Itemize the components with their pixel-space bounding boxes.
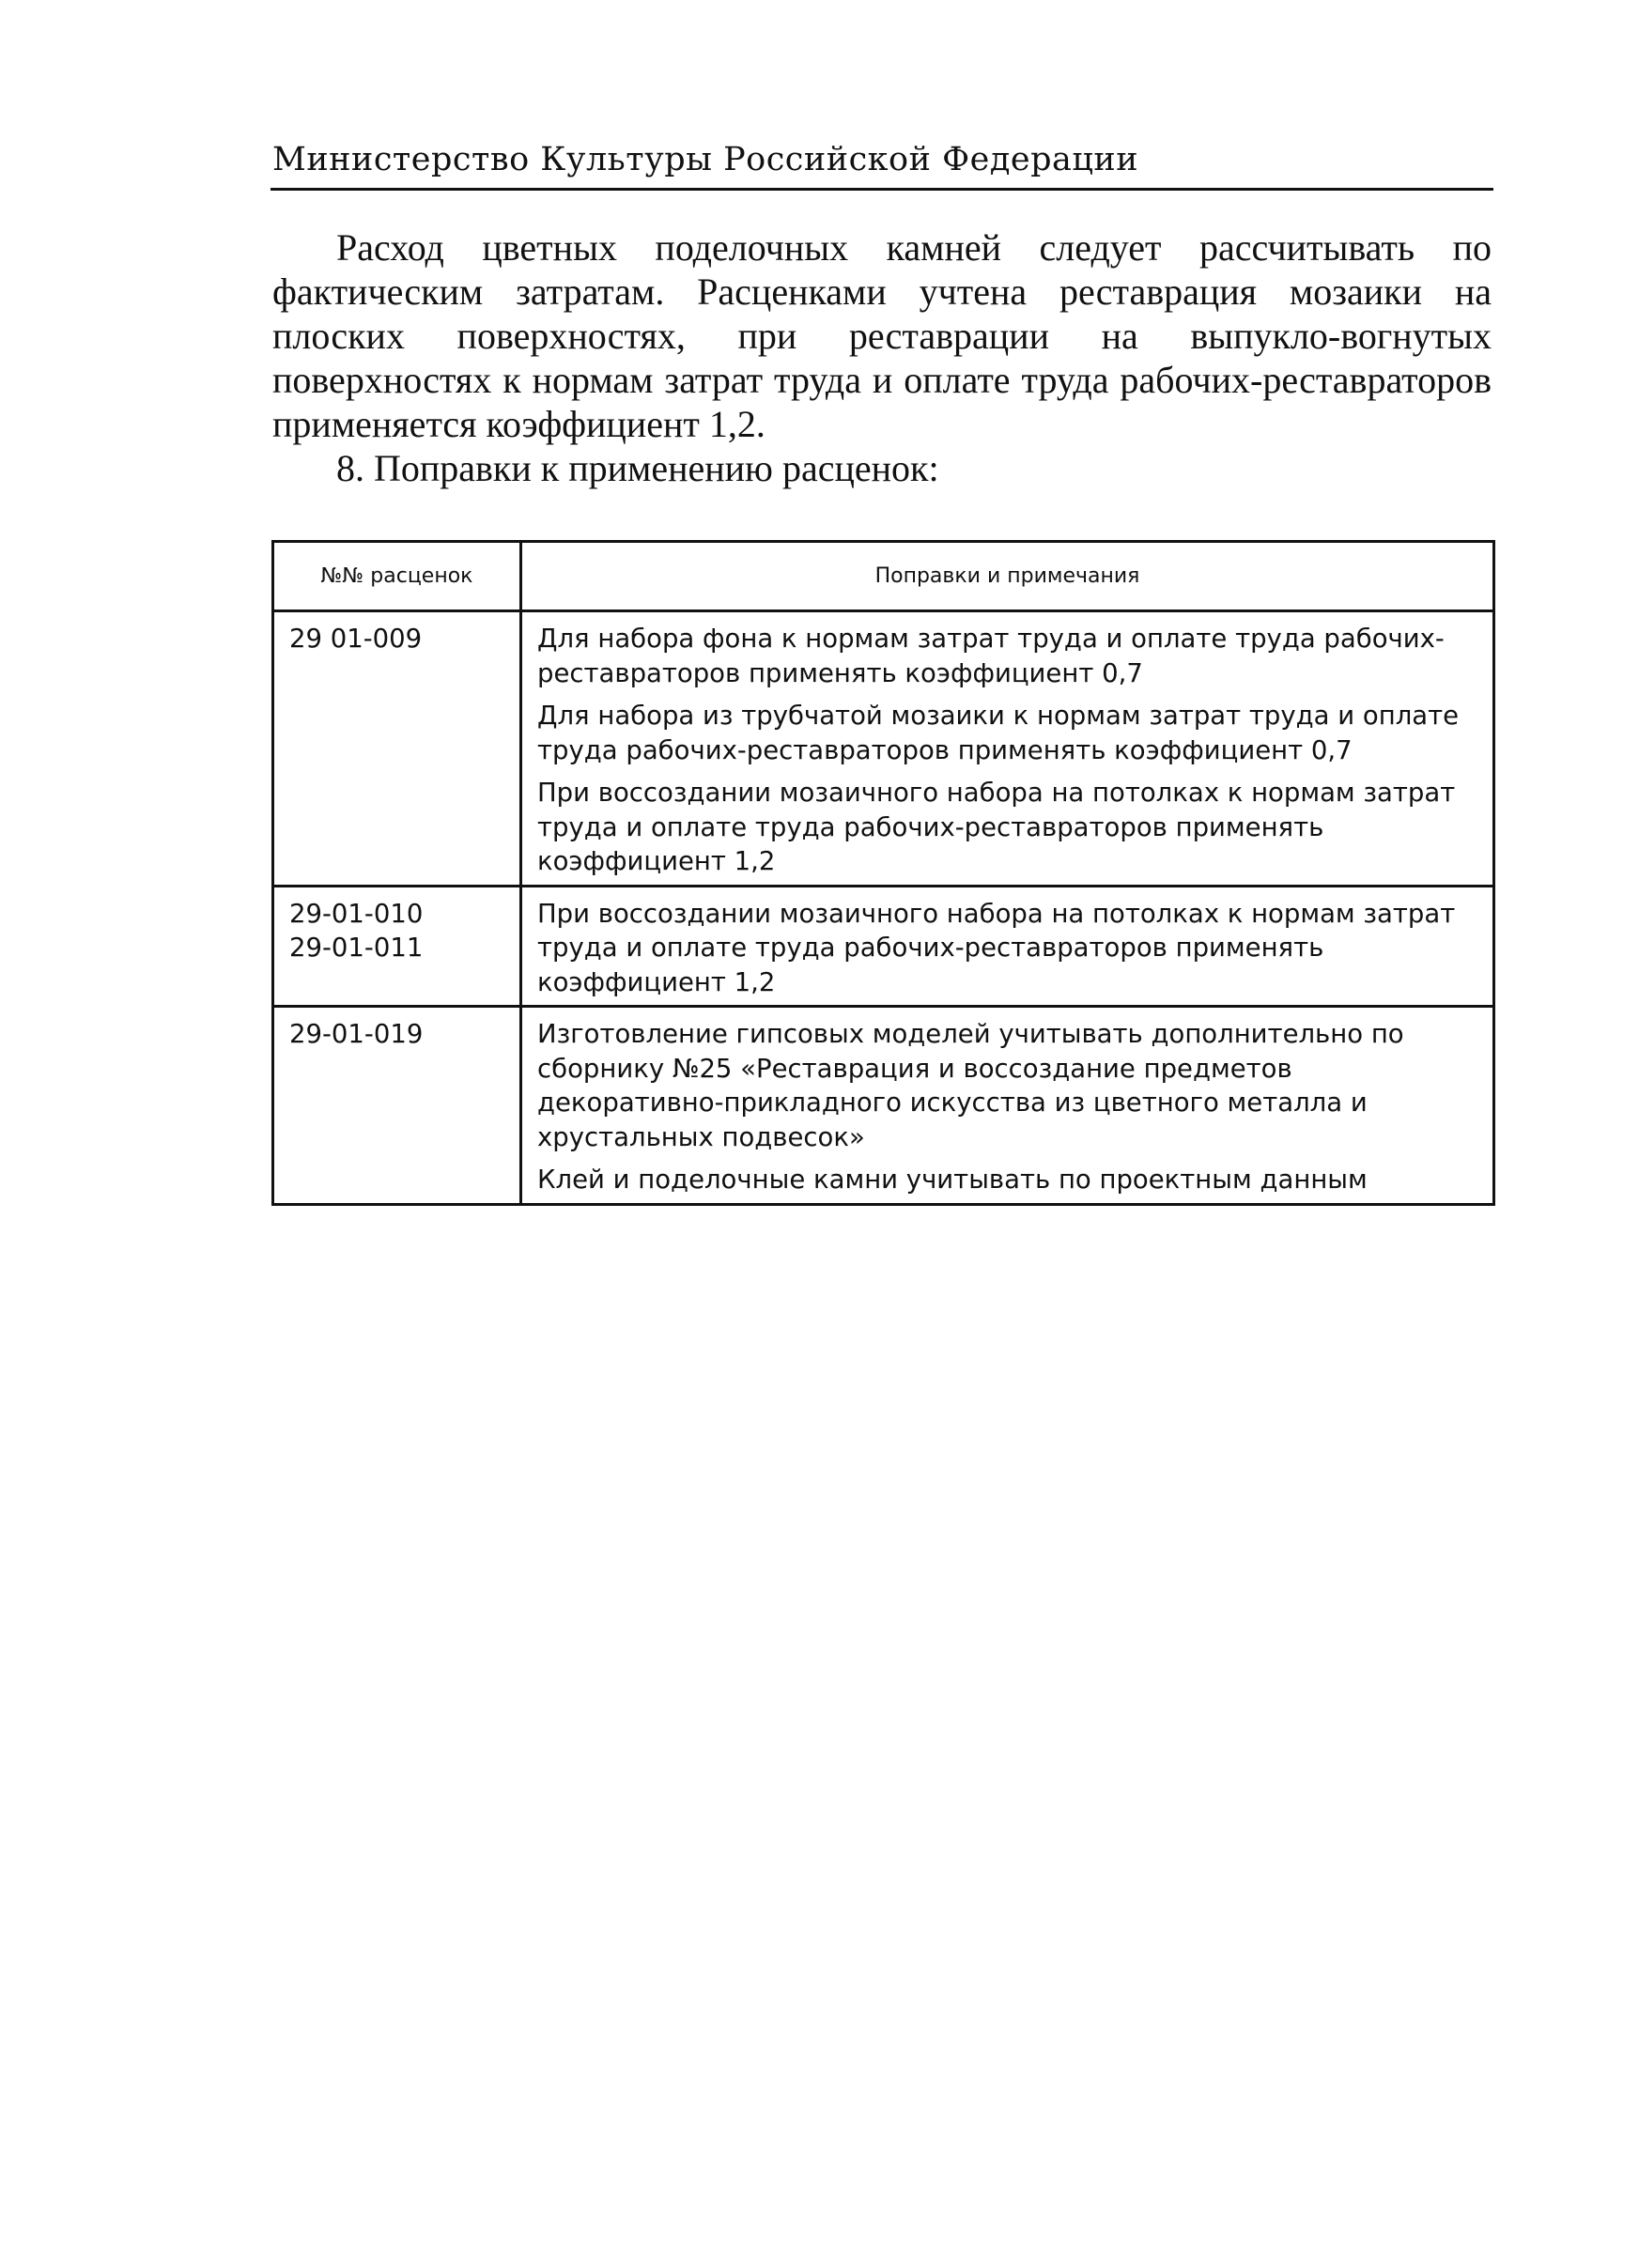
header-codes: №№ расценок [273,542,521,611]
row-notes [521,611,1494,887]
row-codes [273,886,521,1007]
row-code: 29 01-009 [289,624,423,654]
header-divider [271,188,1493,191]
row-note: Для набора из трубчатой мозаики к нормам затрат труда и оплате труда рабочих-реставраторов применять коэффициент 0,7 [537,701,1460,765]
row-code: 29-01-019 [289,1019,424,1049]
row-codes [273,611,521,887]
table-header-row [273,542,1494,611]
table-row [273,1007,1494,1205]
section-item-heading: 8. Поправки к применению расценок: [336,447,939,489]
row-note: При воссоздании мозаичного набора на потолках к нормам затрат труда и оплате труда рабочих-реставраторов применять коэффициент 1,2 [537,778,1456,876]
body-text [272,225,1492,490]
row-note: Изготовление гипсовых моделей учитывать дополнительно по сборнику №25 «Реставрация и воссоздание предметов декоративно-прикладного искусства из цветного металла и хрустальных подвесок» [537,1019,1404,1152]
row-note: При воссоздании мозаичного набора на потолках к нормам затрат труда и оплате труда рабочих-реставраторов применять коэффициент 1,2 [537,898,1456,997]
page-header-title: Министерство Культуры Российской Федерации [272,141,1139,178]
row-notes [521,886,1494,1007]
corrections-table [271,540,1495,1206]
row-note: Клей и поделочные камни учитывать по проектным данным [537,1165,1368,1195]
header-notes: Поправки и примечания [521,542,1494,611]
row-code: 29-01-010 [289,898,424,929]
row-note: Для набора фона к нормам затрат труда и оплате труда рабочих-реставраторов применять коэффициент 0,7 [537,624,1445,688]
row-notes [521,1007,1494,1205]
row-codes [273,1007,521,1205]
table-row [273,886,1494,1007]
corrections-table-wrapper [271,540,1492,1206]
row-code: 29-01-011 [289,933,424,963]
table-row [273,611,1494,887]
body-paragraph: Расход цветных поделочных камней следует рассчитывать по фактическим затратам. Расценками учтена реставрация мозаики на плоских поверхностях, при реставрации на выпукло-вогнутых поверхностях к нормам затрат труда и оплате труда рабочих-реставраторов применяется коэффициент 1,2. [272,226,1492,445]
